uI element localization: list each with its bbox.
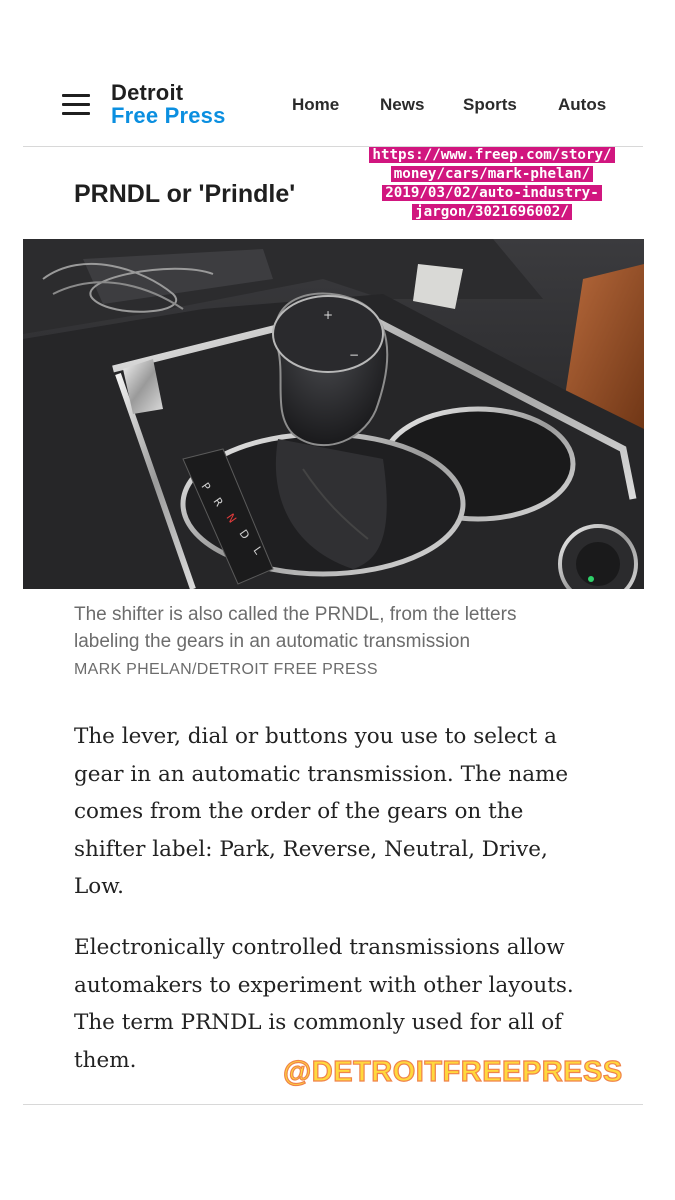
logo-line-1: Detroit: [111, 80, 184, 105]
menu-icon[interactable]: [62, 94, 90, 116]
paragraph-line: them.: [74, 1047, 137, 1073]
paragraph-line: gear in an automatic transmission. The name: [74, 761, 569, 787]
paragraph-line: comes from the order of the gears on the: [74, 799, 524, 824]
paragraph-line: Electronically controlled transmissions allow: [74, 935, 565, 960]
paragraph-line: shifter label: Park, Reverse, Neutral, Drive,: [74, 836, 548, 862]
gear-letter-active: N: [223, 511, 239, 526]
url-line: money/cars/mark-phelan/: [391, 166, 593, 182]
knob-plus-label: +: [323, 308, 334, 322]
article-headline: PRNDL or 'Prindle': [74, 180, 296, 208]
paragraph-line: Low.: [74, 874, 124, 899]
nav-home[interactable]: Home: [292, 95, 340, 114]
nav-news[interactable]: News: [380, 95, 425, 114]
knob-minus-label: −: [349, 348, 360, 362]
paragraph-line: automakers to experiment with other layouts.: [74, 972, 574, 998]
gear-letter: D: [236, 527, 253, 542]
url-line: https://www.freep.com/story/: [369, 147, 614, 163]
social-handle-overlay: @DETROITFREEPRESS: [283, 1056, 623, 1088]
photo-caption: [74, 601, 634, 655]
paragraph-line: The term PRNDL is commonly used for all of: [74, 1010, 563, 1035]
gear-letter: R: [210, 495, 226, 509]
caption-line: The shifter is also called the PRNDL, from the letters: [74, 604, 517, 625]
footer-divider: [23, 1104, 643, 1105]
photo-credit: MARK PHELAN/DETROIT FREE PRESS: [74, 661, 378, 678]
shifter-photo-illustration: [23, 239, 644, 589]
paragraph-line: The lever, dial or buttons you use to select a: [74, 724, 557, 749]
caption-line: labeling the gears in an automatic transmission: [74, 631, 471, 652]
nav-autos[interactable]: Autos: [558, 95, 607, 114]
logo-line-2: Free Press: [111, 103, 226, 128]
nav-sports[interactable]: Sports: [463, 95, 517, 114]
gear-letter: P: [198, 480, 214, 494]
site-logo[interactable]: [111, 81, 226, 127]
url-line: jargon/3021696002/: [412, 204, 572, 220]
url-line: 2019/03/02/auto-industry-: [382, 185, 602, 201]
article-photo: [23, 239, 644, 589]
url-overlay: [333, 146, 651, 222]
article-paragraph-1: [74, 718, 594, 906]
gear-letter: L: [250, 544, 265, 557]
